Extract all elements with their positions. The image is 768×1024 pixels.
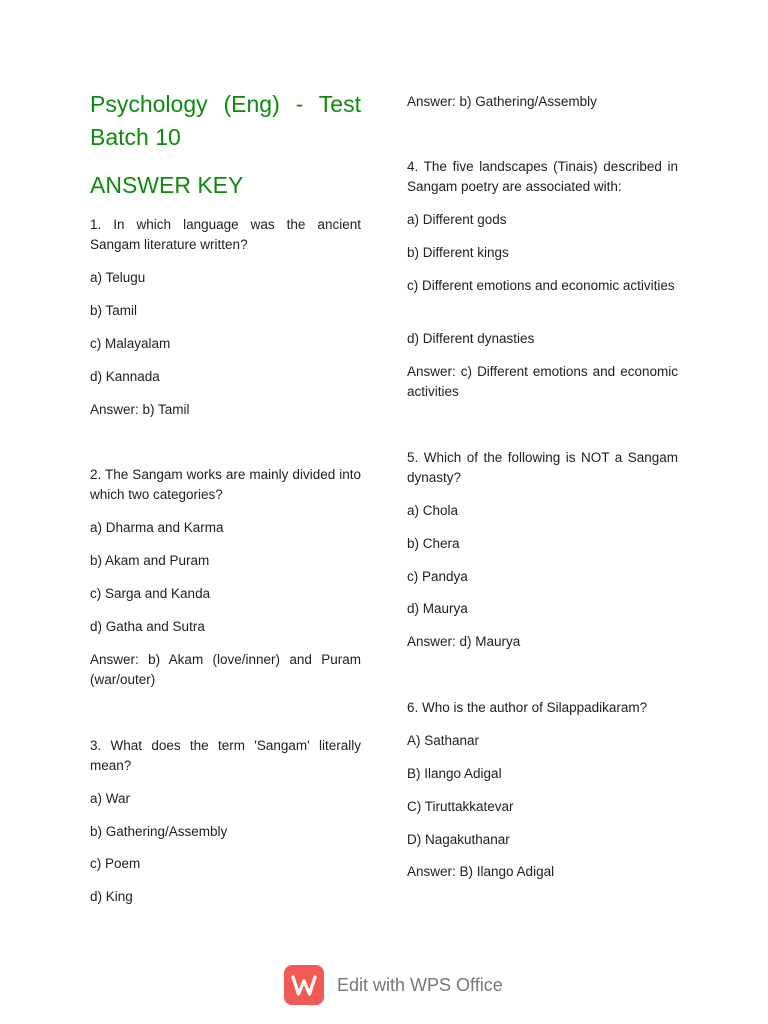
question-1-option-d: d) Kannada [90, 369, 160, 384]
question-4-option-d: d) Different dynasties [407, 331, 535, 346]
question-3-answer: Answer: b) Gathering/Assembly [407, 94, 597, 109]
question-5-text: 5. Which of the following is NOT a Sangam dynasty? [407, 450, 678, 485]
question-2-option-d: d) Gatha and Sutra [90, 619, 205, 634]
question-6-option-a: A) Sathanar [407, 733, 480, 748]
wps-edit-banner[interactable] [284, 965, 524, 1009]
question-5-answer: Answer: d) Maurya [407, 634, 521, 649]
question-5-option-d: d) Maurya [407, 601, 468, 616]
question-6-option-d: D) Nagakuthanar [407, 832, 510, 847]
question-1-answer: Answer: b) Tamil [90, 402, 190, 417]
question-2-option-b: b) Akam and Puram [90, 553, 210, 568]
question-4-option-c: c) Different emotions and economic activities [407, 278, 675, 293]
question-3-option-d: d) King [90, 889, 133, 904]
question-5-option-a: a) Chola [407, 503, 459, 518]
question-4-option-a: a) Different gods [407, 212, 507, 227]
question-2-option-c: c) Sarga and Kanda [90, 586, 211, 601]
edit-with-wps-label[interactable]: Edit with WPS Office [337, 975, 503, 995]
question-3-option-c: c) Poem [90, 856, 141, 871]
question-4-text: 4. The five landscapes (Tinais) described in Sangam poetry are associated with: [407, 159, 678, 194]
question-2-answer: Answer: b) Akam (love/inner) and Puram (war/outer) [90, 652, 361, 687]
question-1-option-b: b) Tamil [90, 303, 138, 318]
question-1-option-a: a) Telugu [90, 270, 146, 285]
question-6-answer: Answer: B) Ilango Adigal [407, 864, 555, 879]
question-6-text: 6. Who is the author of Silappadikaram? [407, 700, 648, 715]
question-5-option-c: c) Pandya [407, 569, 468, 584]
question-6-option-c: C) Tiruttakkatevar [407, 799, 514, 814]
question-4-option-b: b) Different kings [407, 245, 509, 260]
question-4-answer: Answer: c) Different emotions and economic activities [407, 364, 678, 399]
question-3-text: 3. What does the term 'Sangam' literally mean? [90, 738, 361, 773]
question-1-option-c: c) Malayalam [90, 336, 171, 351]
answer-key-heading: ANSWER KEY [90, 172, 244, 198]
question-2-option-a: a) Dharma and Karma [90, 520, 224, 535]
wps-office-logo-icon [284, 965, 324, 1005]
question-6-option-b: B) Ilango Adigal [407, 766, 502, 781]
question-3-option-b: b) Gathering/Assembly [90, 824, 228, 839]
question-3-option-a: a) War [90, 791, 130, 806]
question-5-option-b: b) Chera [407, 536, 460, 551]
question-1-text: 1. In which language was the ancient Sangam literature written? [90, 217, 361, 252]
question-2-text: 2. The Sangam works are mainly divided into which two categories? [90, 467, 361, 502]
document-title: Psychology (Eng) - Test Batch 10 [90, 91, 361, 150]
